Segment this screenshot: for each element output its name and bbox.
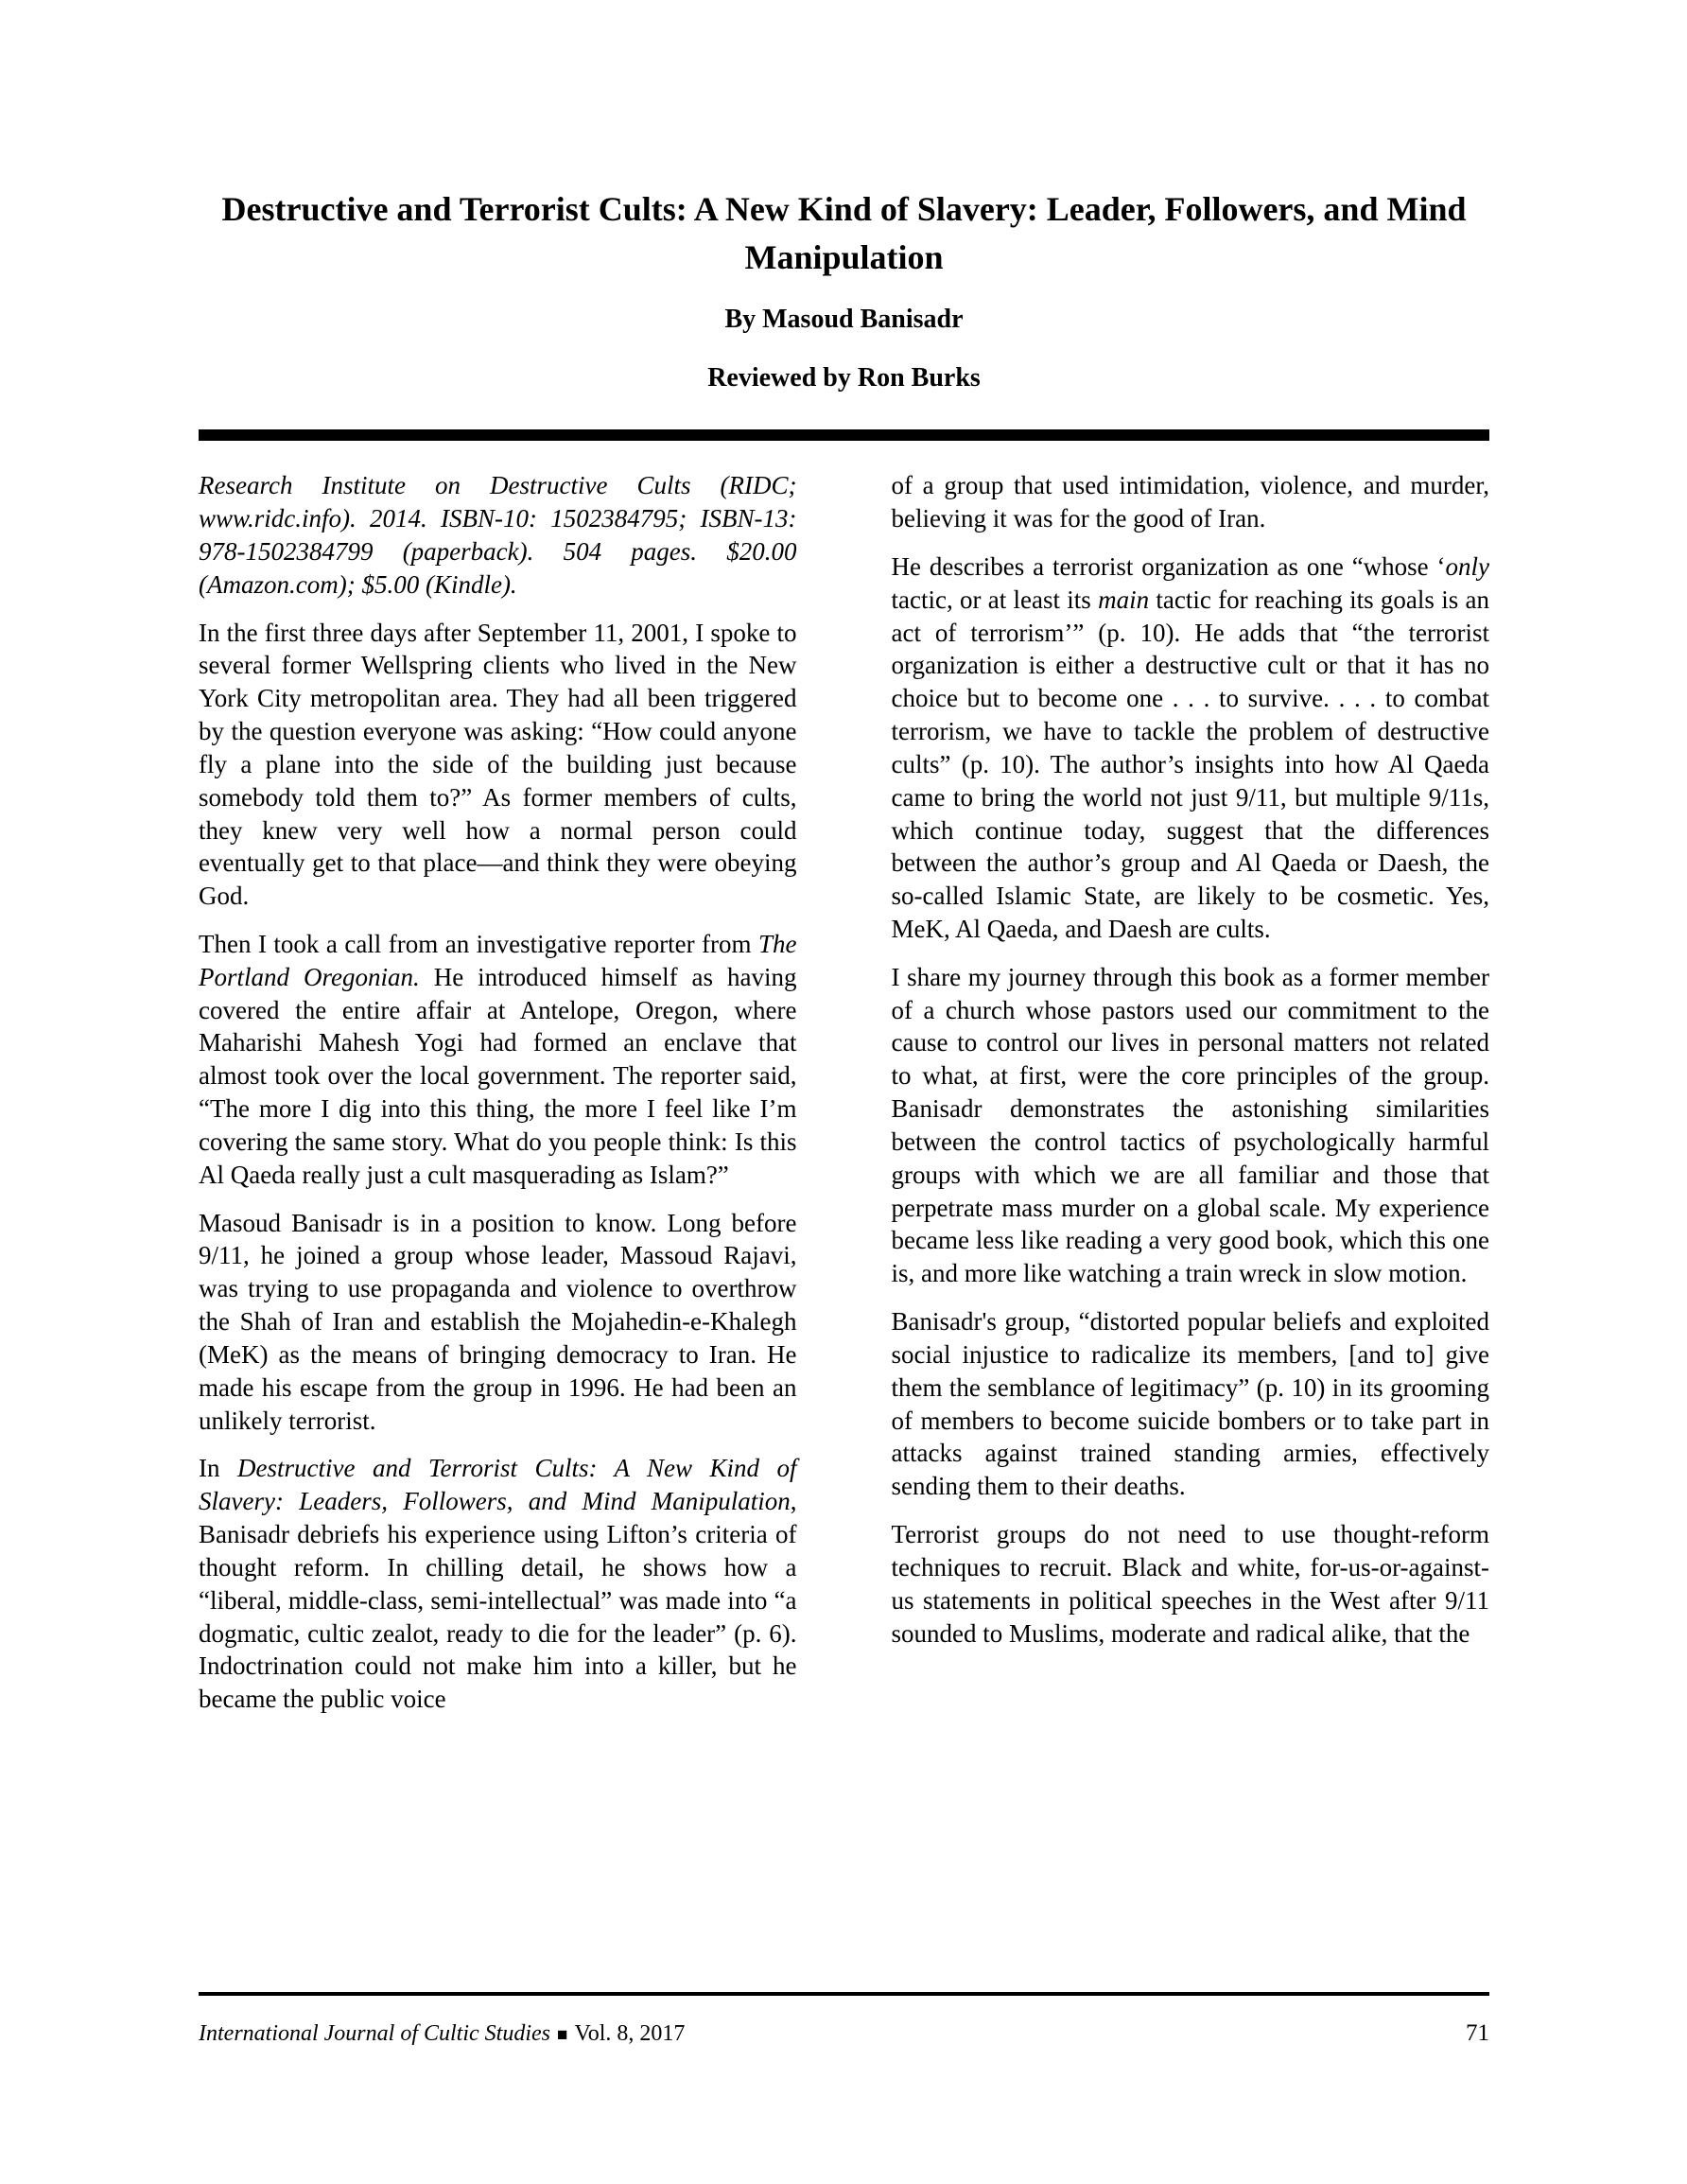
italic-text-run: main — [1098, 585, 1150, 614]
paragraph — [199, 469, 797, 601]
page-number: 71 — [1466, 2020, 1489, 2046]
left-column — [199, 469, 797, 1731]
paragraph — [199, 617, 797, 913]
footer-journal-info — [199, 2021, 685, 2047]
text-run: He describes a terrorist organization as one “whose ‘ — [891, 551, 1446, 581]
text-run: Then I took a call from an investigative reporter from — [199, 929, 758, 958]
article-title: Destructive and Terrorist Cults: A New Kind of Slavery: Leader, Followers, and Mind Manipulation — [221, 190, 1467, 277]
paragraph — [892, 1305, 1490, 1503]
author-byline: By Masoud Banisadr — [724, 305, 964, 335]
page-footer — [199, 2020, 1489, 2047]
text-run: , Banisadr debriefs his experience using Lifton’s criteria of thought reform. In chilling detail, he shows how a “liberal, middle-class, semi-intellectual” was made into “a dogmatic, cultic zealot, ready to die for the leader” (p. 6). Indoctrination could not make him into a killer, but he became the public voice — [199, 1487, 797, 1714]
text-run: tactic for reaching its goals is an act of terrorism’” (p. 10). He adds that “the terrorist organization is either a destructive cult or that it has no choice but to become one . . . to survive. . . . to combat terrorism, we have to tackle the problem of destructive cults” (p. 10). The author’s insights into how Al Qaeda came to bring the world not just 9/11, but multiple 9/11s, which continue today, suggest that the differences between the author’s group and Al Qaeda or Daesh, the so-called Islamic State, are likely to be cosmetic. Yes, MeK, Al Qaeda, and Daesh are cults. — [891, 585, 1489, 943]
italic-text-run: Research Institute on Destructive Cults (RIDC; www.ridc.info). 2014. ISBN-10: 1502384795; ISBN-13: 978-1502384799 (paperback). 504 pages. $20.00 (Amazon.com); $5.00 (Kindle). — [199, 471, 797, 599]
article-body — [199, 469, 1489, 1731]
paragraph — [892, 961, 1490, 1290]
text-run: Terrorist groups do not need to use thought-reform techniques to recruit. Black and white, for-us-or-against-us statements in political speeches in the West after 9/11 sounded to Muslims, moderate and radical alike, that the — [891, 1520, 1489, 1648]
text-run: He introduced himself as having covered the entire affair at Antelope, Oregon, where Maharishi Mahesh Yogi had formed an enclave that almost took over the local government. The reporter said, “The more I dig into this thing, the more I feel like I’m covering the same story. What do you people think: Is this Al Qaeda really just a cult masquerading as Islam?” — [199, 962, 797, 1189]
text-run: Masoud Banisadr is in a position to know. Long before 9/11, he joined a group whose leader, Massoud Rajavi, was trying to use propaganda and violence to overthrow the Shah of Iran and establish the Mojahedin-e-Khalegh (MeK) as the means of bringing democracy to Iran. He made his escape from the group in 1996. He had been an unlikely terrorist. — [199, 1208, 797, 1435]
header-divider-rule — [199, 429, 1489, 441]
article-header — [199, 0, 1489, 393]
italic-text-run: only — [1445, 551, 1489, 581]
text-run: In — [199, 1454, 237, 1483]
text-run: I share my journey through this book as a former member of a church whose pastors used our commitment to the cause to control our lives in personal matters not related to what, at first, were the core principles of the group. Banisadr demonstrates the astonishing similarities between the control tactics of psychologically harmful groups with which we are all familiar and those that perpetrate mass murder on a global scale. My experience became less like reading a very good book, which this one is, and more like watching a train wreck in slow motion. — [891, 962, 1489, 1288]
paragraph — [199, 1207, 797, 1438]
paragraph — [892, 1518, 1490, 1650]
text-run: tactic, or at least its — [891, 585, 1099, 614]
footer-divider-rule — [199, 1992, 1489, 1996]
footer-area — [199, 1992, 1489, 2047]
text-run: In the first three days after September 11, 2001, I spoke to several former Wellspring clients who lived in the New York City metropolitan area. They had all been triggered by the question everyone was asking: “How could anyone fly a plane into the side of the building just because somebody told them to?” As former members of cults, they knew very well how a normal person could eventually get to that place—and think they were obeying God. — [199, 618, 797, 911]
italic-text-run: The Portland Oregonian. — [199, 929, 797, 991]
paragraph — [199, 928, 797, 1192]
text-run: of a group that used intimidation, violence, and murder, believing it was for the good of Iran. — [891, 471, 1489, 533]
paragraph — [892, 469, 1490, 535]
right-column — [892, 469, 1490, 1731]
square-bullet-icon: ■ — [556, 2025, 568, 2045]
reviewer-byline: Reviewed by Ron Burks — [707, 363, 981, 393]
paragraph — [199, 1452, 797, 1716]
journal-name: International Journal of Cultic Studies — [199, 2021, 550, 2046]
text-run: Banisadr's group, “distorted popular beliefs and exploited social injustice to radicalize its members, [and to] give them the semblance of legitimacy” (p. 10) in its grooming of members to become suicide bombers or to take part in attacks against trained standing armies, effectively sending them to their deaths. — [891, 1307, 1489, 1501]
italic-text-run: Destructive and Terrorist Cults: A New Kind of Slavery: Leaders, Followers, and Mind Manipulation — [199, 1454, 797, 1516]
volume-info: Vol. 8, 2017 — [574, 2021, 686, 2046]
page-content — [199, 0, 1489, 1731]
paragraph — [892, 550, 1490, 946]
